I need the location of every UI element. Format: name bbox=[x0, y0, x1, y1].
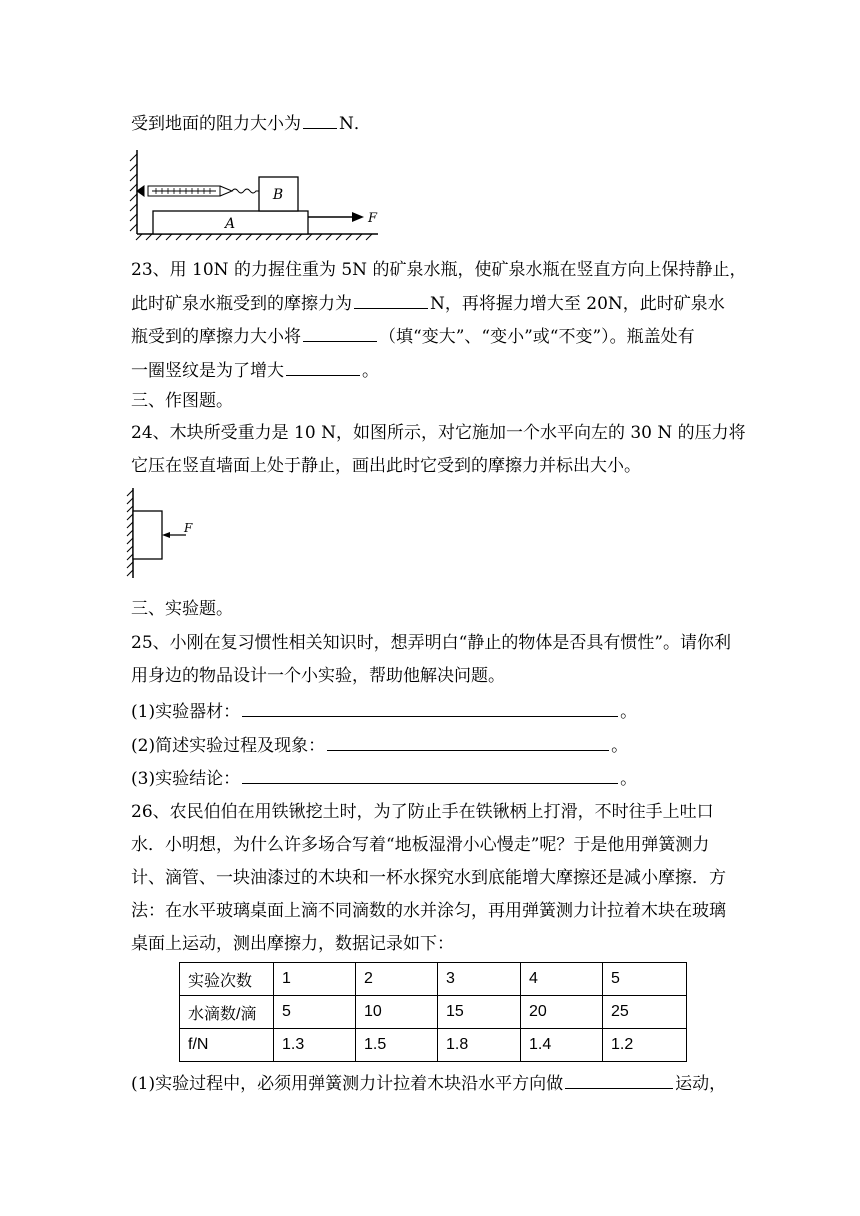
wall-hatching bbox=[130, 154, 137, 231]
q26-line-2: 水．小明想，为什么许多场合写着“地板湿滑小心慢走”呢？于是他用弹簧测力 bbox=[131, 835, 710, 855]
pressure-force-label: F bbox=[184, 521, 193, 535]
q25-item-2 bbox=[131, 734, 628, 757]
force-arrow-f-head bbox=[352, 212, 364, 222]
q23-line-4 bbox=[131, 359, 379, 382]
table-cell: 1.4 bbox=[521, 1029, 603, 1062]
q23-line-3 bbox=[131, 325, 695, 348]
table-cell: 5 bbox=[274, 996, 356, 1029]
q25-answer-blank-2[interactable] bbox=[327, 734, 609, 751]
q22-answer-blank[interactable] bbox=[303, 112, 337, 129]
table-cell: 15 bbox=[438, 996, 521, 1029]
section-draw-heading: 三、作图题。 bbox=[131, 391, 233, 411]
table-cell: 3 bbox=[438, 963, 521, 996]
table-cell: 25 bbox=[603, 996, 687, 1029]
q25-item-1-label: (1)实验器材： bbox=[131, 702, 241, 722]
table-cell: 实验次数 bbox=[180, 963, 274, 996]
force-f-label: F bbox=[368, 211, 378, 226]
table-cell: 水滴数/滴 bbox=[180, 996, 274, 1029]
q26-line-5: 桌面上运动，测出摩擦力，数据记录如下： bbox=[131, 934, 454, 954]
q25-answer-blank-1[interactable] bbox=[242, 700, 618, 717]
table-cell: 10 bbox=[356, 996, 438, 1029]
table-cell: 1.5 bbox=[356, 1029, 438, 1062]
q23-line-2 bbox=[131, 292, 725, 315]
q24-line-2: 它压在竖直墙面上处于静止，画出此时它受到的摩擦力并标出大小。 bbox=[131, 456, 641, 476]
q24-line-1: 24、木块所受重力是 10 N，如图所示，对它施加一个水平向左的 30 N 的压力将 bbox=[131, 423, 746, 443]
q25-item-1 bbox=[131, 700, 637, 723]
table-cell: 20 bbox=[521, 996, 603, 1029]
q25-item-2-label: (2)简述实验过程及现象： bbox=[131, 736, 326, 756]
table-cell: 4 bbox=[521, 963, 603, 996]
q26-line-4: 法：在水平玻璃桌面上滴不同滴数的水并涂匀，再用弹簧测力计拉着木块在玻璃 bbox=[131, 901, 726, 921]
figure-blocks-ab bbox=[128, 146, 388, 242]
q25-item-3-label: (3)实验结论： bbox=[131, 769, 241, 789]
q23-text-3b: （填“变大”、“变小”或“不变”）。瓶盖处有 bbox=[379, 327, 695, 347]
table-cell: 1 bbox=[274, 963, 356, 996]
q26-line-1: 26、农民伯伯在用铁锹挖土时，为了防止手在铁锹柄上打滑，不时往手上吐口 bbox=[131, 802, 714, 822]
table-cell: 1.3 bbox=[274, 1029, 356, 1062]
q23-text-3a: 瓶受到的摩擦力大小将 bbox=[131, 327, 301, 347]
ground-hatching bbox=[136, 234, 372, 240]
q22-text: 受到地面的阻力大小为 bbox=[131, 114, 301, 134]
table-row bbox=[180, 963, 687, 996]
q23-answer-blank-2[interactable] bbox=[303, 325, 377, 342]
q26-sub-1-text-a: (1)实验过程中，必须用弹簧测力计拉着木块沿水平方向做 bbox=[131, 1074, 564, 1094]
q23-answer-blank-3[interactable] bbox=[286, 359, 360, 376]
table-cell: 5 bbox=[603, 963, 687, 996]
q25-line-1: 25、小刚在复习惯性相关知识时，想弄明白“静止的物体是否具有惯性”。请你利 bbox=[131, 633, 732, 653]
wall-hatching bbox=[127, 490, 133, 576]
data-table bbox=[179, 962, 687, 1062]
q23-text-2a: 此时矿泉水瓶受到的摩擦力为 bbox=[131, 294, 352, 314]
q25-line-2: 用身边的物品设计一个小实验，帮助他解决问题。 bbox=[131, 666, 505, 686]
q23-line-1: 23、用 10N 的力握住重为 5N 的矿泉水瓶，使矿泉水瓶在竖直方向上保持静止， bbox=[131, 260, 747, 280]
block-a-label: A bbox=[224, 216, 236, 232]
q22-unit: N． bbox=[339, 114, 371, 134]
q25-item-1-end: 。 bbox=[620, 702, 638, 722]
section-exp-heading: 三、实验题。 bbox=[131, 599, 233, 619]
q25-item-3-end: 。 bbox=[620, 769, 638, 789]
table-cell: 2 bbox=[356, 963, 438, 996]
wood-block bbox=[133, 511, 162, 559]
q23-text-4b: 。 bbox=[362, 361, 379, 381]
q26-line-3: 计、滴管、一块油漆过的木块和一杯水探究水到底能增大摩擦还是减小摩擦．方 bbox=[131, 868, 726, 888]
q25-answer-blank-3[interactable] bbox=[242, 767, 618, 784]
q25-item-2-end: 。 bbox=[611, 736, 629, 756]
q26-sub-1-text-b: 运动， bbox=[675, 1074, 727, 1094]
figure-wall-block bbox=[124, 486, 204, 580]
table-row bbox=[180, 996, 687, 1029]
table-cell: 1.2 bbox=[603, 1029, 687, 1062]
table-cell: 1.8 bbox=[438, 1029, 521, 1062]
q23-text-2b: N，再将握力增大至 20N，此时矿泉水 bbox=[430, 294, 725, 314]
pressure-force-arrow-head bbox=[162, 532, 170, 538]
q25-item-3 bbox=[131, 767, 637, 790]
q23-text-4a: 一圈竖纹是为了增大 bbox=[131, 361, 284, 381]
spring-scale bbox=[137, 186, 259, 196]
q26-sub-1 bbox=[131, 1072, 726, 1095]
table-row bbox=[180, 1029, 687, 1062]
q26-answer-blank-1[interactable] bbox=[565, 1072, 673, 1089]
block-b-label: B bbox=[272, 187, 284, 203]
q23-answer-blank-1[interactable] bbox=[354, 292, 428, 309]
table-cell: f/N bbox=[180, 1029, 274, 1062]
q22-tail-line bbox=[131, 112, 371, 135]
